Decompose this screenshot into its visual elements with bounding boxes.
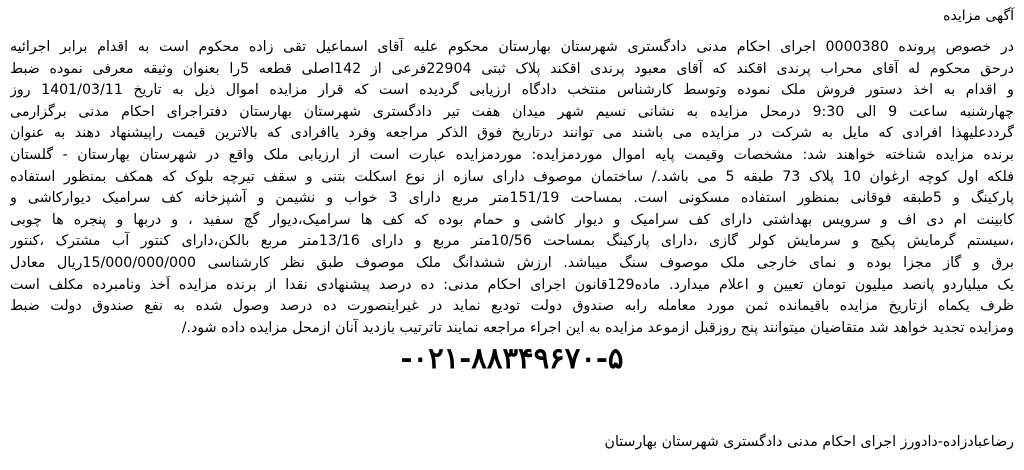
notice-body [10, 37, 1014, 339]
notice-line-10: ،سیستم گرمایش پکیج و سرمایش کولر گازی ،دارای پارکینگ بمساحت 10/56متر مربع و دارای 13/16متر مربع بالکن،دارای کنتور آب مشترک ،کنتور [10, 233, 1014, 250]
notice-line-5: گرددعلیهذا افرادی که مایل به شرکت در مزایده می باشند می توانند درتاریخ فوق الذکر مراجعه وفرد یاافرادی که بالاترین قیمت راپیشنهاد دهند به عنوان [10, 125, 1014, 142]
signature-line: رضاعبادزاده-دادورز اجرای احکام مدنی دادگستری شهرستان بهارستان [604, 434, 1014, 450]
notice-line-13: ظرف یکماه ازتاریخ مزایده باقیمانده ثمن مورد معامله رابه صندوق دولت تودیع نماید در غیراینصورت ده درصد وصول شده به نفع صندوق دولت ضبط [10, 298, 1014, 315]
notice-line-11: برق و گاز مجزا بوده و نمای خارجی ملک موصوف سنگ میباشد. ارزش ششدانگ ملک موصوف طبق نظر کارشناسی 15/000/000/000ریال معادل [10, 254, 1014, 271]
notice-line-12: یک میلیاردو پانصد میلیون تومان تعیین و اعلام میدارد. ماده129قانون اجرای احکام مدنی: ده درصد پیشنهادی نقدا از برنده مزایده اَخذ ونامبرده مکلف است [10, 276, 1014, 293]
notice-line-2: درحق محکوم له آقای محراب پرندی اقکند که آقای معبود پرندی اقکند پلاک ثبتی 22904فرعی از 142اصلی قطعه 5را بعنوان وثیقه معرفی نموده ضبط [10, 60, 1014, 77]
notice-line-3: و اقدام به اخذ دستور فروش ملک نموده وتوسط کارشناس منتخب دادگاه ارزیابی گردیده است که قرار مزایده اموال ذیل به تاریخ 1401/03/11 روز [10, 82, 1014, 99]
notice-line-8: پارکینگ و 5طبقه فوقانی بمنظور استفاده مسکونی است. بمساحت 151/19متر مربع دارای 3 خواب و نشیمن و آشپزخانه کف سرامیک دیوارکاشی و [10, 190, 1014, 207]
notice-line-14: ومزایده تجدید خواهد شد متقاضیان میتوانند پنج روزقبل ازموعد مزایده به این اجراء مراجعه نمایند تاترتیب بازدید آنان ازمحل مزایده داده شود./ [181, 319, 1014, 336]
notice-line-6: برنده مزایده شناخته خواهند شد: مشخصات وقیمت پایه اموال موردمزایده: موردمزایده عبارت است از ارزیابی ملک واقع در شهرستان بهارستان - گلستان [10, 146, 1014, 163]
notice-line-4: چهارشنبه ساعت 9 الی 9:30 درمحل مزایده به نشانی نسیم شهر میدان هفت تیر دادگستری شهرستان بهارستان دفتراجرای احکام مدنی برگزارمی [10, 103, 1014, 120]
notice-line-1: در خصوص پرونده 0000380 اجرای احکام مدنی دادگستری شهرستان بهارستان محکوم علیه آقای اسماعیل تقی زاده محکوم است به اقدام برابر اجرائیه [10, 39, 1014, 55]
phone-number: -۰۲۱-۸۸۳۴۹۶۷۰-۵ [400, 341, 624, 376]
notice-line-9: کابینت ام دی اف و سرویس بهداشتی دارای کف سرامیک و دیوار کاشی و حمام بوده که کف ها سرامیک،دیوار گچ سفید ، و دربها و پنجره ها چوبی [10, 211, 1014, 228]
notice-line-7: فلکه اول کوچه ارغوان 10 پلاک 73 طبقه 5 می باشد./ ساختمان موصوف دارای سازه از نوع اسکلت بتنی و سقف تیرچه بلوک که همکف بمنظور استفاده [10, 168, 1014, 185]
notice-title: آگهی مزایده [943, 8, 1014, 24]
